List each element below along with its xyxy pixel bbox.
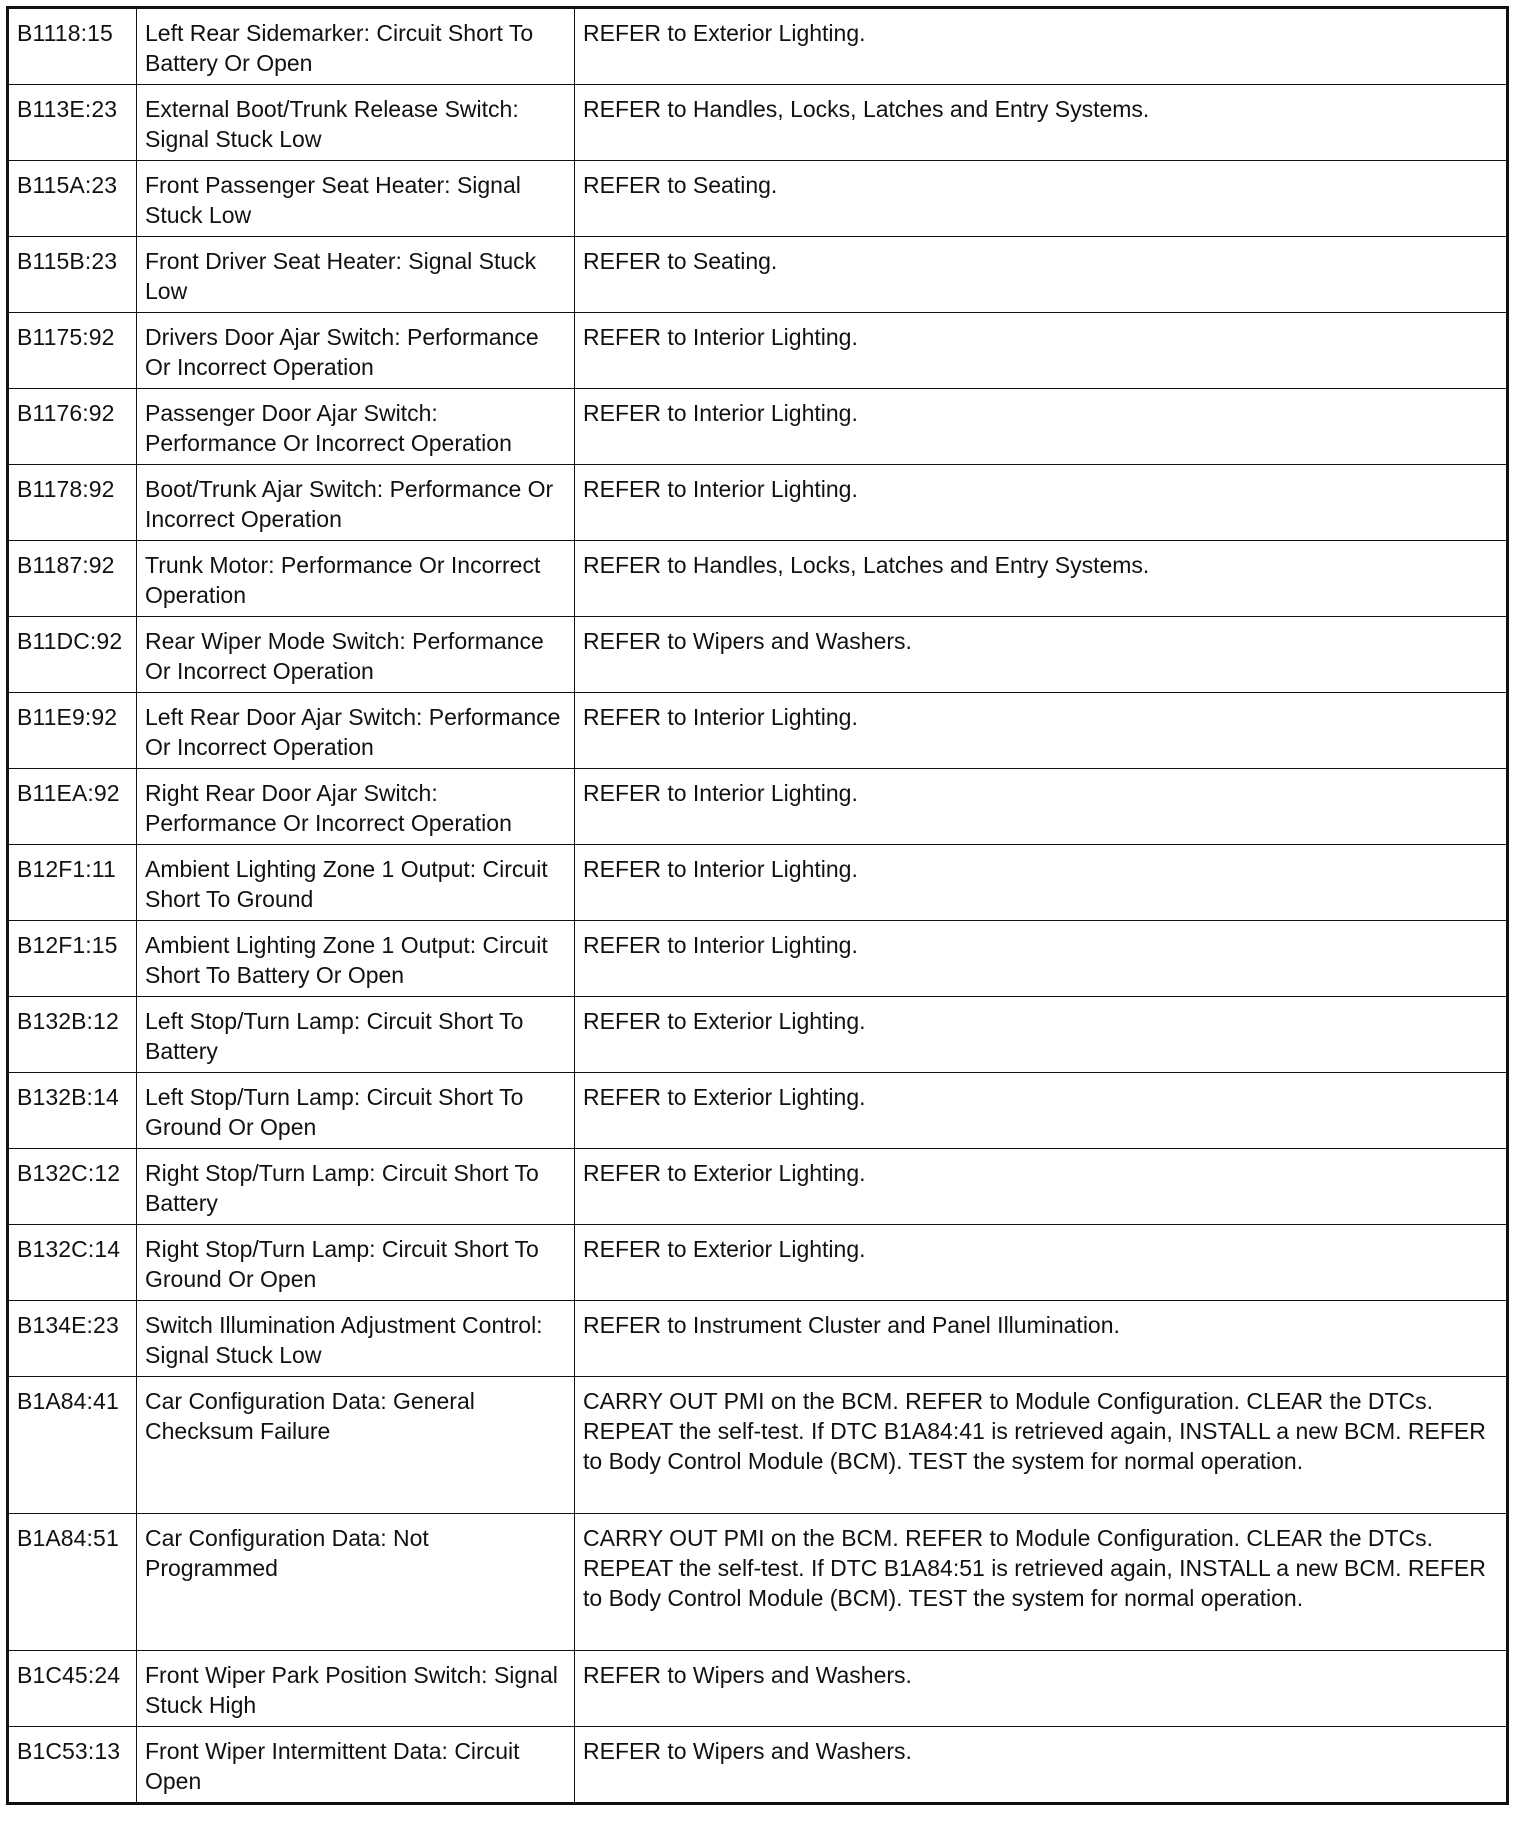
table-row: [8, 465, 1508, 541]
dtc-description-cell: Left Rear Sidemarker: Circuit Short To Battery Or Open: [137, 8, 575, 85]
dtc-action-cell: REFER to Instrument Cluster and Panel Illumination.: [575, 1301, 1508, 1377]
dtc-action-cell: REFER to Handles, Locks, Latches and Entry Systems.: [575, 541, 1508, 617]
dtc-action-cell: REFER to Exterior Lighting.: [575, 8, 1508, 85]
dtc-description-cell: Right Stop/Turn Lamp: Circuit Short To Battery: [137, 1149, 575, 1225]
dtc-code-cell: B1118:15: [8, 8, 137, 85]
dtc-action-cell: REFER to Wipers and Washers.: [575, 1727, 1508, 1804]
dtc-document-page: [6, 6, 1512, 1841]
dtc-action-cell: REFER to Interior Lighting.: [575, 845, 1508, 921]
table-row: [8, 313, 1508, 389]
dtc-action-cell: REFER to Interior Lighting.: [575, 465, 1508, 541]
table-row: [8, 693, 1508, 769]
dtc-code-cell: B1187:92: [8, 541, 137, 617]
dtc-code-cell: B115A:23: [8, 161, 137, 237]
dtc-description-cell: Passenger Door Ajar Switch: Performance Or Incorrect Operation: [137, 389, 575, 465]
dtc-code-cell: B1A84:51: [8, 1514, 137, 1651]
dtc-table-body: [8, 8, 1508, 1804]
dtc-action-cell: REFER to Exterior Lighting.: [575, 1073, 1508, 1149]
dtc-action-cell: REFER to Exterior Lighting.: [575, 1149, 1508, 1225]
dtc-code-cell: B113E:23: [8, 85, 137, 161]
dtc-code-cell: B132B:12: [8, 997, 137, 1073]
dtc-description-cell: Left Rear Door Ajar Switch: Performance Or Incorrect Operation: [137, 693, 575, 769]
dtc-description-cell: Switch Illumination Adjustment Control: Signal Stuck Low: [137, 1301, 575, 1377]
dtc-description-cell: Right Rear Door Ajar Switch: Performance Or Incorrect Operation: [137, 769, 575, 845]
table-row: [8, 769, 1508, 845]
table-row: [8, 541, 1508, 617]
table-row: [8, 1377, 1508, 1514]
dtc-description-cell: External Boot/Trunk Release Switch: Signal Stuck Low: [137, 85, 575, 161]
table-row: [8, 617, 1508, 693]
dtc-action-cell: REFER to Interior Lighting.: [575, 921, 1508, 997]
dtc-description-cell: Trunk Motor: Performance Or Incorrect Operation: [137, 541, 575, 617]
dtc-code-cell: B12F1:15: [8, 921, 137, 997]
dtc-action-cell: REFER to Interior Lighting.: [575, 313, 1508, 389]
dtc-code-cell: B1C53:13: [8, 1727, 137, 1804]
dtc-code-cell: B11E9:92: [8, 693, 137, 769]
table-row: [8, 85, 1508, 161]
dtc-action-cell: REFER to Wipers and Washers.: [575, 617, 1508, 693]
table-row: [8, 237, 1508, 313]
dtc-code-cell: B11EA:92: [8, 769, 137, 845]
table-row: [8, 1073, 1508, 1149]
dtc-code-cell: B134E:23: [8, 1301, 137, 1377]
dtc-description-cell: Left Stop/Turn Lamp: Circuit Short To Battery: [137, 997, 575, 1073]
table-row: [8, 1514, 1508, 1651]
dtc-action-cell: REFER to Interior Lighting.: [575, 693, 1508, 769]
table-row: [8, 1727, 1508, 1804]
table-row: [8, 8, 1508, 85]
dtc-action-cell: REFER to Exterior Lighting.: [575, 1225, 1508, 1301]
dtc-description-cell: Right Stop/Turn Lamp: Circuit Short To Ground Or Open: [137, 1225, 575, 1301]
dtc-code-cell: B132C:12: [8, 1149, 137, 1225]
table-row: [8, 845, 1508, 921]
table-row: [8, 161, 1508, 237]
dtc-code-cell: B132B:14: [8, 1073, 137, 1149]
table-row: [8, 997, 1508, 1073]
dtc-action-cell: REFER to Interior Lighting.: [575, 769, 1508, 845]
dtc-code-cell: B1176:92: [8, 389, 137, 465]
dtc-table: [6, 6, 1509, 1805]
dtc-code-cell: B11DC:92: [8, 617, 137, 693]
dtc-code-cell: B1175:92: [8, 313, 137, 389]
dtc-description-cell: Left Stop/Turn Lamp: Circuit Short To Ground Or Open: [137, 1073, 575, 1149]
dtc-code-cell: B115B:23: [8, 237, 137, 313]
table-row: [8, 921, 1508, 997]
dtc-description-cell: Front Passenger Seat Heater: Signal Stuck Low: [137, 161, 575, 237]
dtc-description-cell: Boot/Trunk Ajar Switch: Performance Or Incorrect Operation: [137, 465, 575, 541]
table-row: [8, 1225, 1508, 1301]
dtc-description-cell: Front Driver Seat Heater: Signal Stuck Low: [137, 237, 575, 313]
dtc-description-cell: Car Configuration Data: Not Programmed: [137, 1514, 575, 1651]
table-row: [8, 1651, 1508, 1727]
dtc-action-cell: REFER to Wipers and Washers.: [575, 1651, 1508, 1727]
table-row: [8, 1301, 1508, 1377]
dtc-action-cell: REFER to Seating.: [575, 237, 1508, 313]
table-row: [8, 1149, 1508, 1225]
dtc-description-cell: Drivers Door Ajar Switch: Performance Or Incorrect Operation: [137, 313, 575, 389]
dtc-description-cell: Ambient Lighting Zone 1 Output: Circuit Short To Ground: [137, 845, 575, 921]
dtc-code-cell: B12F1:11: [8, 845, 137, 921]
dtc-code-cell: B1A84:41: [8, 1377, 137, 1514]
dtc-action-cell: REFER to Interior Lighting.: [575, 389, 1508, 465]
dtc-action-cell: CARRY OUT PMI on the BCM. REFER to Module Configuration. CLEAR the DTCs. REPEAT the self-test. If DTC B1A84:51 is retrieved again, INSTALL a new BCM. REFER to Body Control Module (BCM). TEST the system for normal operation.: [575, 1514, 1508, 1651]
dtc-code-cell: B1178:92: [8, 465, 137, 541]
dtc-description-cell: Front Wiper Intermittent Data: Circuit Open: [137, 1727, 575, 1804]
dtc-action-cell: REFER to Seating.: [575, 161, 1508, 237]
dtc-description-cell: Car Configuration Data: General Checksum Failure: [137, 1377, 575, 1514]
dtc-code-cell: B1C45:24: [8, 1651, 137, 1727]
dtc-description-cell: Front Wiper Park Position Switch: Signal Stuck High: [137, 1651, 575, 1727]
dtc-action-cell: CARRY OUT PMI on the BCM. REFER to Module Configuration. CLEAR the DTCs. REPEAT the self-test. If DTC B1A84:41 is retrieved again, INSTALL a new BCM. REFER to Body Control Module (BCM). TEST the system for normal operation.: [575, 1377, 1508, 1514]
dtc-action-cell: REFER to Exterior Lighting.: [575, 997, 1508, 1073]
dtc-description-cell: Rear Wiper Mode Switch: Performance Or Incorrect Operation: [137, 617, 575, 693]
dtc-action-cell: REFER to Handles, Locks, Latches and Entry Systems.: [575, 85, 1508, 161]
table-row: [8, 389, 1508, 465]
dtc-code-cell: B132C:14: [8, 1225, 137, 1301]
dtc-description-cell: Ambient Lighting Zone 1 Output: Circuit Short To Battery Or Open: [137, 921, 575, 997]
